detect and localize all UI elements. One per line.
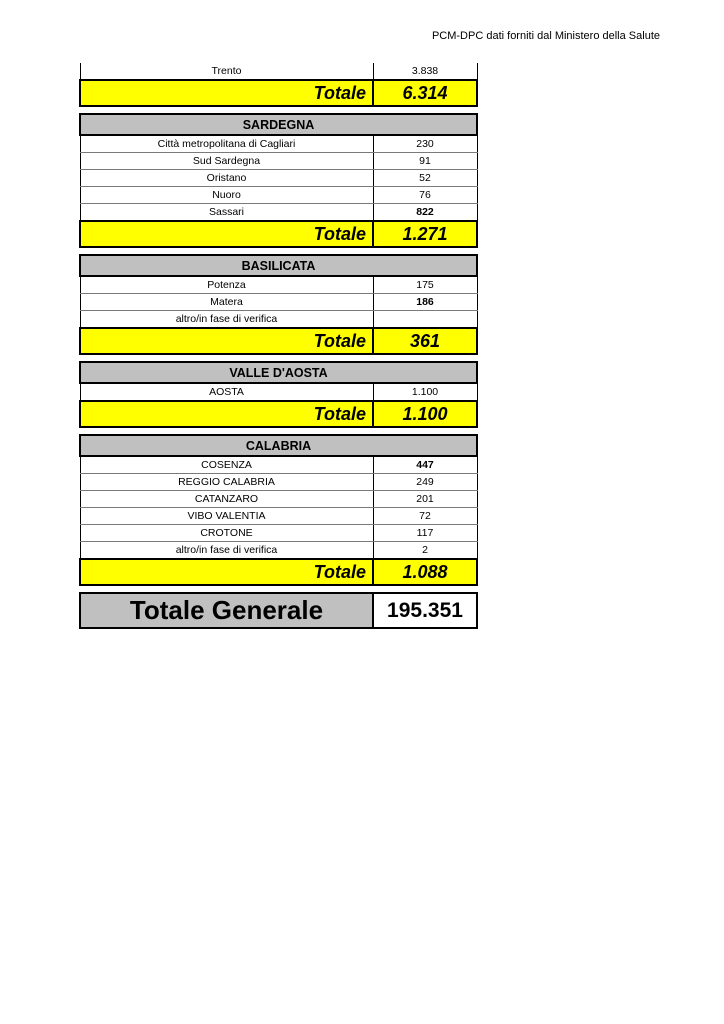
province-name: REGGIO CALABRIA bbox=[80, 474, 373, 491]
grand-total-value: 195.351 bbox=[373, 593, 477, 628]
province-name: Nuoro bbox=[80, 187, 373, 204]
region-total-row bbox=[80, 80, 477, 106]
total-label: Totale bbox=[80, 80, 373, 106]
province-name: Oristano bbox=[80, 170, 373, 187]
total-value: 1.100 bbox=[373, 401, 477, 427]
table-row bbox=[80, 135, 477, 153]
province-name: Matera bbox=[80, 294, 373, 311]
region-total-row bbox=[80, 221, 477, 247]
province-value: 3.838 bbox=[373, 63, 477, 80]
province-name: Sud Sardegna bbox=[80, 153, 373, 170]
province-value: 201 bbox=[373, 491, 477, 508]
table-row bbox=[80, 508, 477, 525]
region-total-row bbox=[80, 328, 477, 354]
region-header bbox=[80, 255, 477, 276]
region-header bbox=[80, 435, 477, 456]
province-value bbox=[373, 311, 477, 329]
province-value: 76 bbox=[373, 187, 477, 204]
province-value: 2 bbox=[373, 542, 477, 560]
table-row bbox=[80, 383, 477, 401]
total-value: 1.271 bbox=[373, 221, 477, 247]
province-value: 447 bbox=[373, 456, 477, 474]
province-value: 186 bbox=[373, 294, 477, 311]
table-row bbox=[80, 276, 477, 294]
table-row bbox=[80, 204, 477, 222]
province-value: 175 bbox=[373, 276, 477, 294]
province-value: 230 bbox=[373, 135, 477, 153]
table-row bbox=[80, 491, 477, 508]
table-row bbox=[80, 294, 477, 311]
region-total-row bbox=[80, 559, 477, 585]
region-title: BASILICATA bbox=[80, 255, 477, 276]
province-name: CATANZARO bbox=[80, 491, 373, 508]
province-value: 1.100 bbox=[373, 383, 477, 401]
province-value: 117 bbox=[373, 525, 477, 542]
province-name: altro/in fase di verifica bbox=[80, 311, 373, 329]
region-total-row bbox=[80, 401, 477, 427]
grand-total-label: Totale Generale bbox=[80, 593, 373, 628]
province-name: AOSTA bbox=[80, 383, 373, 401]
total-value: 361 bbox=[373, 328, 477, 354]
total-label: Totale bbox=[80, 328, 373, 354]
source-note: PCM-DPC dati forniti dal Ministero della Salute bbox=[431, 30, 660, 42]
province-value: 52 bbox=[373, 170, 477, 187]
table-row bbox=[80, 311, 477, 329]
regional-cases-table bbox=[79, 63, 476, 629]
table-row bbox=[80, 456, 477, 474]
table-row bbox=[80, 187, 477, 204]
total-value: 1.088 bbox=[373, 559, 477, 585]
province-value: 91 bbox=[373, 153, 477, 170]
province-name: CROTONE bbox=[80, 525, 373, 542]
province-name: Potenza bbox=[80, 276, 373, 294]
region-title: VALLE D'AOSTA bbox=[80, 362, 477, 383]
table-row bbox=[80, 63, 477, 80]
region-header bbox=[80, 114, 477, 135]
region-title: SARDEGNA bbox=[80, 114, 477, 135]
province-name: COSENZA bbox=[80, 456, 373, 474]
total-label: Totale bbox=[80, 401, 373, 427]
table-row bbox=[80, 153, 477, 170]
province-name: Sassari bbox=[80, 204, 373, 222]
province-name: VIBO VALENTIA bbox=[80, 508, 373, 525]
table-row bbox=[80, 170, 477, 187]
province-name: Trento bbox=[80, 63, 373, 80]
province-name: Città metropolitana di Cagliari bbox=[80, 135, 373, 153]
table-row bbox=[80, 474, 477, 491]
table-row bbox=[80, 542, 477, 560]
total-label: Totale bbox=[80, 221, 373, 247]
grand-total-row bbox=[80, 593, 477, 628]
table-row bbox=[80, 525, 477, 542]
province-value: 822 bbox=[373, 204, 477, 222]
province-value: 249 bbox=[373, 474, 477, 491]
province-name: altro/in fase di verifica bbox=[80, 542, 373, 560]
total-value: 6.314 bbox=[373, 80, 477, 106]
region-title: CALABRIA bbox=[80, 435, 477, 456]
total-label: Totale bbox=[80, 559, 373, 585]
province-value: 72 bbox=[373, 508, 477, 525]
region-header bbox=[80, 362, 477, 383]
